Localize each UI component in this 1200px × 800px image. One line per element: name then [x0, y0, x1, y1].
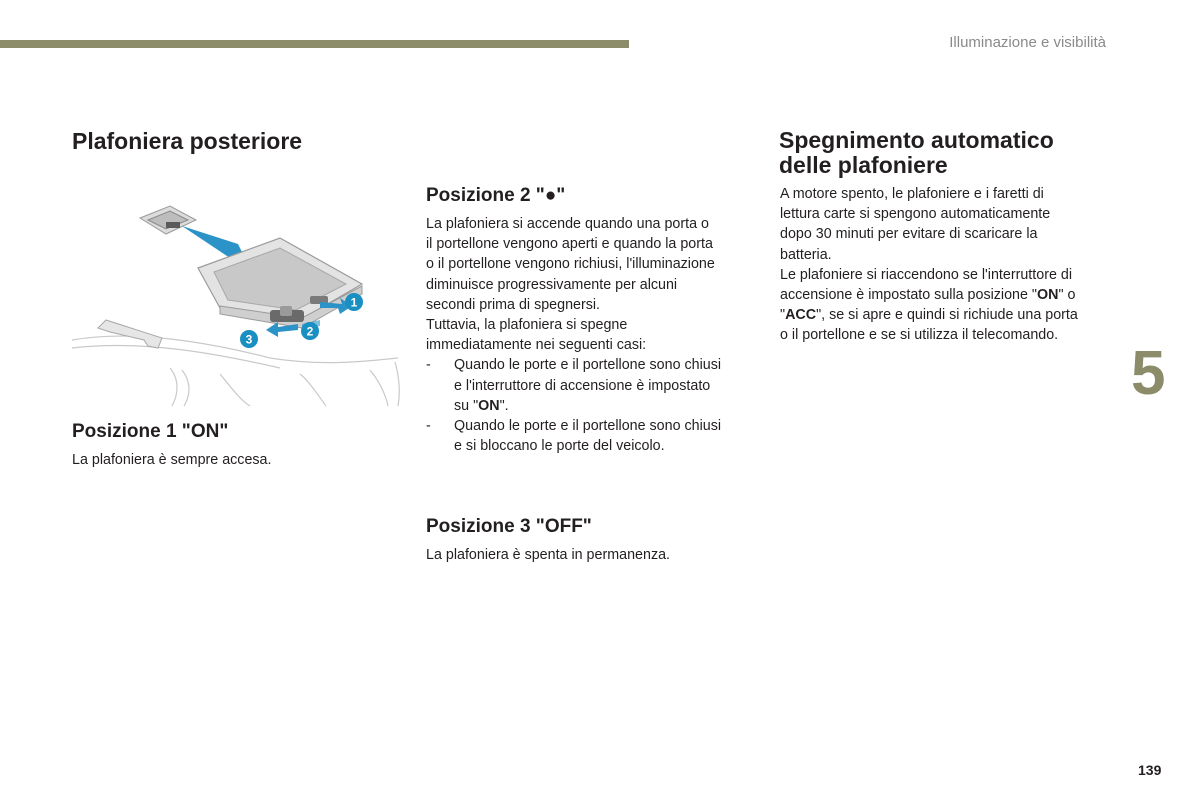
text-fragment: su ": [454, 397, 479, 414]
text-line: e l'interruttore di accensione è impostato: [454, 377, 711, 394]
text-line: Quando le porte e il portellone sono chiusi: [454, 357, 722, 374]
top-accent-bar: [0, 40, 629, 48]
bold-on: ON: [478, 397, 500, 414]
text-fragment: ", se si apre e quindi si richiude una porta: [816, 307, 1078, 324]
text-auto-off: [780, 184, 1110, 346]
page-number: 139: [1138, 762, 1162, 778]
text-line: [780, 285, 1110, 305]
text-line: [454, 396, 756, 416]
list-dash: -: [426, 418, 431, 435]
text-line: e si bloccano le porte del veicolo.: [454, 438, 665, 455]
rear-courtesy-light-illustration: [70, 190, 400, 408]
text-fragment: accensione è impostato sulla posizione ": [780, 287, 1038, 304]
callout-2-label: 2: [306, 324, 314, 339]
text-fragment: " o: [1058, 287, 1076, 304]
small-lamp: [140, 206, 196, 234]
text-line: dopo 30 minuti per evitare di scaricare la: [780, 226, 1038, 243]
text-line: Le plafoniere si riaccendono se l'interruttore di: [780, 266, 1073, 283]
title-line: delle plafoniere: [779, 152, 948, 178]
roof-sketch-lines: [72, 336, 399, 406]
text-fragment: ": [780, 307, 786, 324]
title-line: Spegnimento automatico: [779, 127, 1054, 153]
text-position-3: La plafoniera è spenta in permanenza.: [426, 547, 671, 563]
conditions-list: [426, 355, 756, 456]
bold-on: ON: [1037, 287, 1059, 304]
callout-3: [240, 330, 258, 348]
callout-2: [301, 322, 319, 340]
callout-1-label: 1: [350, 295, 358, 310]
text-line: diminuisce progressivamente per alcuni: [426, 276, 678, 293]
text-line: immediatamente nei seguenti casi:: [426, 337, 647, 354]
text-position-2: [426, 214, 756, 456]
list-dash: -: [426, 357, 431, 374]
text-line: o il portellone e se si utilizza il telecomando.: [780, 327, 1059, 344]
text-line: Tuttavia, la plafoniera si spegne: [426, 317, 628, 334]
section-title-auto-off: [779, 128, 1109, 178]
callout-3-label: 3: [245, 332, 253, 347]
list-item: [426, 416, 756, 456]
text-line: secondi prima di spegnersi.: [426, 296, 601, 313]
section-header: Illuminazione e visibilità: [949, 34, 1106, 51]
text-fragment: ".: [499, 397, 509, 414]
callout-1: [345, 293, 363, 311]
text-line: il portellone vengono aperti e quando la porta: [426, 236, 713, 253]
text-line: A motore spento, le plafoniere e i faretti di: [780, 186, 1044, 202]
section-title-rear-light: Plafoniera posteriore: [72, 128, 303, 154]
text-line: lettura carte si spengono automaticamente: [780, 206, 1051, 223]
text-line: batteria.: [780, 246, 832, 263]
heading-position-1: Posizione 1 "ON": [72, 421, 229, 442]
heading-position-2: Posizione 2 "●": [426, 185, 566, 206]
text-line: Quando le porte e il portellone sono chiusi: [454, 418, 722, 435]
text-line: o il portellone vengono richiusi, l'illuminazione: [426, 256, 715, 273]
grab-handle: [98, 320, 162, 348]
list-item: [426, 355, 756, 416]
text-line: La plafoniera si accende quando una porta o: [426, 216, 709, 232]
text-line: [780, 305, 1110, 325]
heading-position-3: Posizione 3 "OFF": [426, 516, 592, 537]
bold-acc: ACC: [785, 307, 817, 324]
chapter-number: 5: [1131, 339, 1166, 408]
text-position-1: La plafoniera è sempre accesa.: [72, 452, 272, 468]
